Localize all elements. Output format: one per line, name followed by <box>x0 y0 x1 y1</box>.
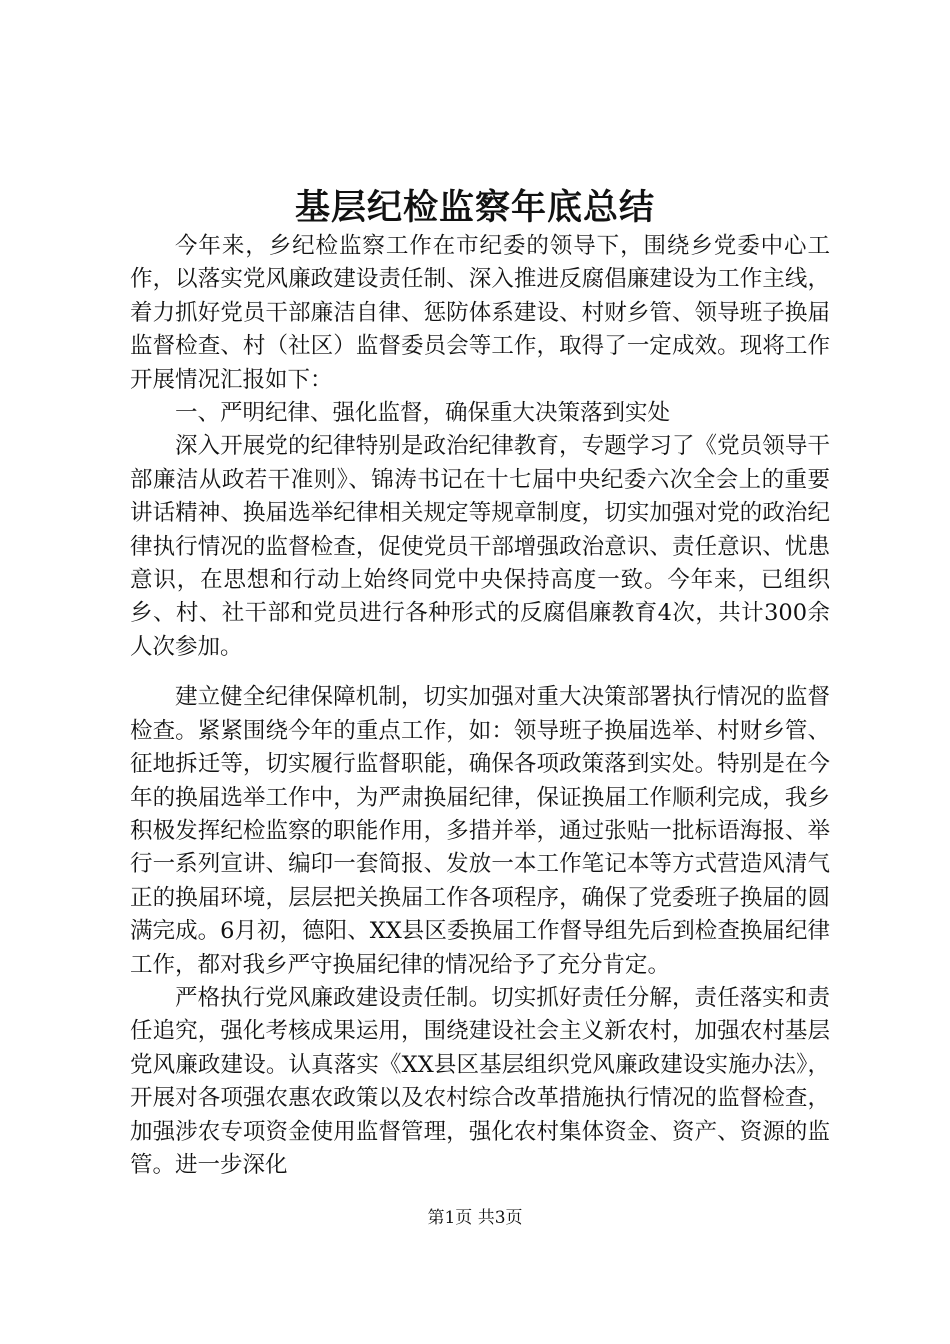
document-body <box>130 230 830 1182</box>
page-number-footer: 第1页 共3页 <box>427 1208 523 1228</box>
body-paragraph: 建立健全纪律保障机制，切实加强对重大决策部署执行情况的监督检查。紧紧围绕今年的重点工作，如：领导班子换届选举、村财乡管、征地拆迁等，切实履行监督职能，确保各项政策落到实处。特别是在今年的换届选举工作中，为严肃换届纪律，保证换届工作顺利完成，我乡积极发挥纪检监察的职能作用，多措并举，通过张贴一批标语海报、举行一系列宣讲、编印一套简报、发放一本工作笔记本等方式营造风清气正的换届环境，层层把关换届工作各项程序，确保了党委班子换届的圆满完成。6月初，德阳、XX县区委换届工作督导组先后到检查换届纪律工作，都对我乡严守换届纪律的情况给予了充分肯定。 <box>130 684 830 978</box>
body-paragraph: 严格执行党风廉政建设责任制。切实抓好责任分解，责任落实和责任追究，强化考核成果运用，围绕建设社会主义新农村，加强农村基层党风廉政建设。认真落实《XX县区基层组织党风廉政建设实施办法》，开展对各项强农惠农政策以及农村综合改革措施执行情况的监督检查，加强涉农专项资金使用监督管理，强化农村集体资金、资产、资源的监管。进一步深化 <box>130 984 830 1178</box>
intro-paragraph: 今年来，乡纪检监察工作在市纪委的领导下，围绕乡党委中心工作，以落实党风廉政建设责任制、深入推进反腐倡廉建设为工作主线，着力抓好党员干部廉洁自律、惩防体系建设、村财乡管、领导班子换届监督检查、村（社区）监督委员会等工作，取得了一定成效。现将工作开展情况汇报如下： <box>130 233 830 393</box>
document-title: 基层纪检监察年底总结 <box>294 187 655 228</box>
body-paragraph: 深入开展党的纪律特别是政治纪律教育，专题学习了《党员领导干部廉洁从政若干准则》、锦涛书记在十七届中央纪委六次全会上的重要讲话精神、换届选举纪律相关规定等规章制度，切实加强对党的政治纪律执行情况的监督检查，促使党员干部增强政治意识、责任意识、忧患意识，在思想和行动上始终同党中央保持高度一致。今年来，已组织乡、村、社干部和党员进行各种形式的反腐倡廉教育4次，共计300余人次参加。 <box>130 433 830 660</box>
section-heading-1: 一、严明纪律、强化监督，确保重大决策落到实处 <box>175 400 671 427</box>
